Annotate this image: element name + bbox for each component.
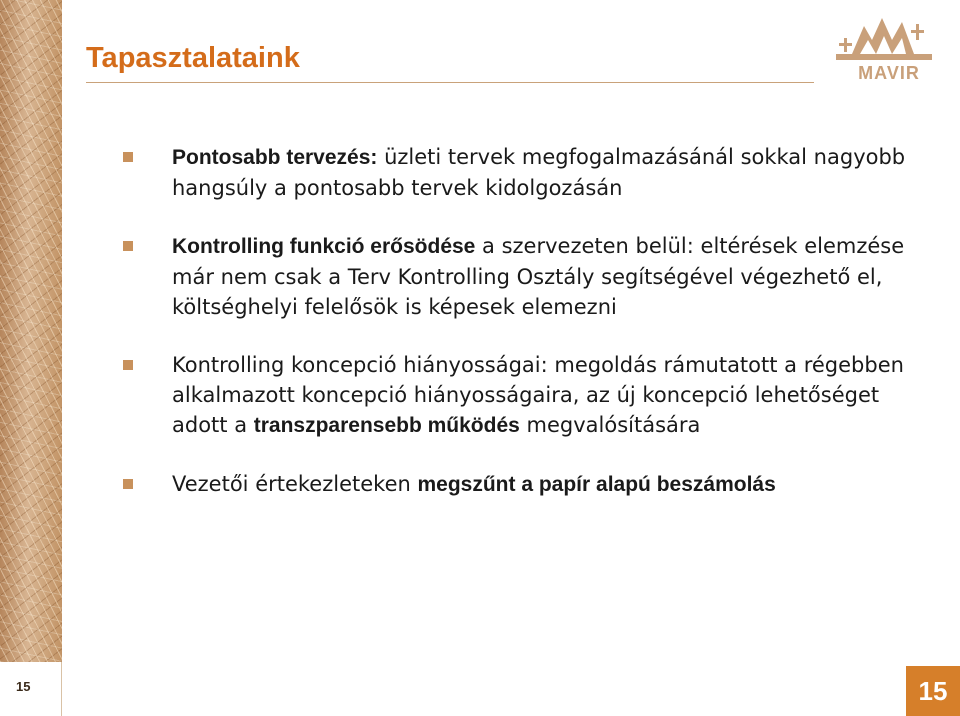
title-divider [86, 82, 814, 83]
bullet-text [172, 231, 920, 322]
bullet-list [120, 142, 920, 528]
bullet-text [172, 350, 920, 441]
bullet-item [120, 142, 920, 203]
bullet-text-segment: megvalósítására [519, 413, 701, 437]
bullet-bold-segment: Pontosabb tervezés: [172, 146, 378, 169]
bullet-square-icon [123, 241, 133, 251]
logo-text: MAVIR [858, 63, 920, 83]
decorative-texture-strip [0, 0, 62, 662]
bullet-bold-segment: Kontrolling funkció erősödése [172, 235, 476, 258]
mavir-logo-icon [832, 14, 936, 70]
bullet-text-segment: Kontrolling koncepció hiányosságai: megoldás rámutatott a régebben alkalmazott koncepció hiányosságaira, az új koncepció lehetőséget adott a [172, 353, 904, 437]
slide-title: Tapasztalataink [86, 42, 300, 74]
bullet-square-icon [123, 360, 133, 370]
bullet-text-segment: üzleti tervek megfogalmazásánál sokkal nagyobb hangsúly a pontosabb tervek kidolgozásán [172, 145, 906, 200]
bullet-item [120, 231, 920, 322]
page-number-small: 15 [16, 679, 31, 694]
bullet-square-icon [123, 152, 133, 162]
bullet-square-icon [123, 479, 133, 489]
bullet-bold-segment: megszűnt a papír alapú beszámolás [417, 473, 776, 496]
bullet-item [120, 469, 920, 500]
bullet-bold-segment: transzparensebb működés [253, 414, 520, 437]
page-number-footer-left [0, 662, 62, 716]
bullet-text [172, 142, 920, 203]
bullet-text-segment: a szervezeten belül: eltérések elemzése már nem csak a Terv Kontrolling Osztály segítségével végezhető el, költséghelyi felelősök is képesek elemezni [172, 234, 905, 319]
bullet-item [120, 350, 920, 441]
mavir-logo [832, 14, 936, 88]
page-number-badge: 15 [906, 666, 960, 716]
bullet-text [172, 469, 920, 500]
bullet-text-segment: Vezetői értekezleteken [172, 472, 418, 496]
